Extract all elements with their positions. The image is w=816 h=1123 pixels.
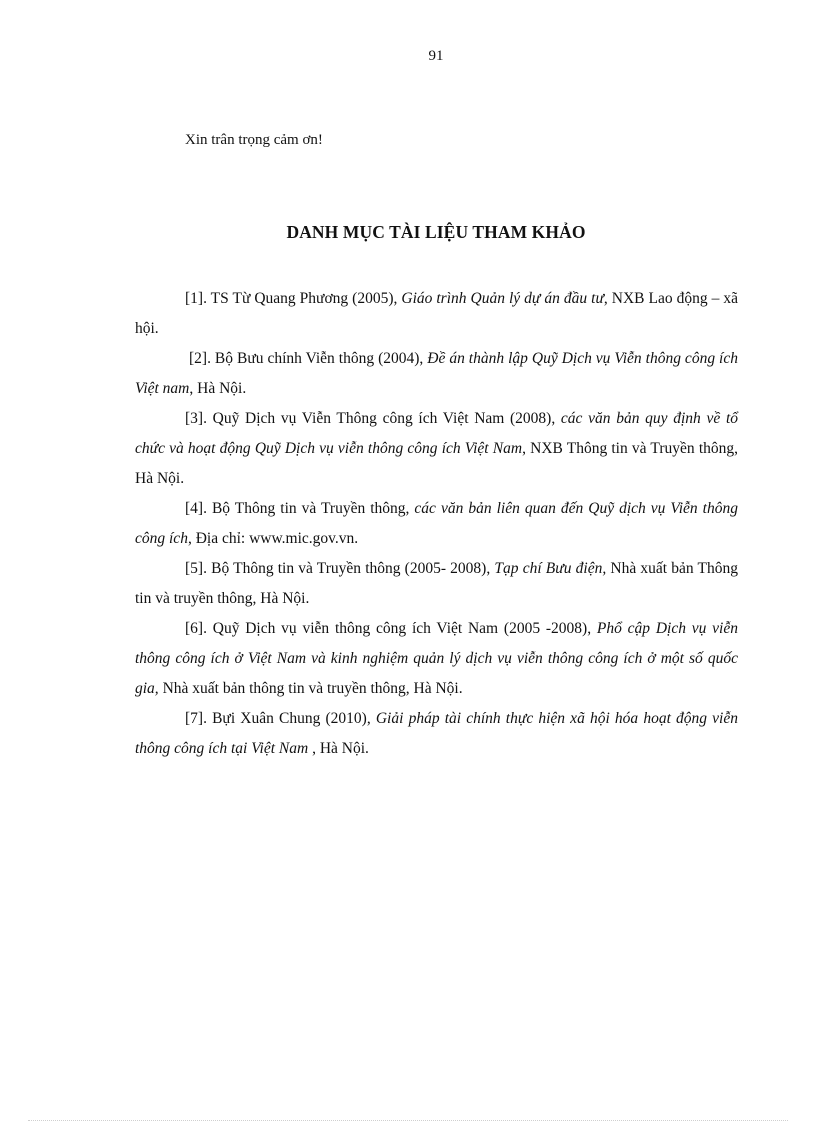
reference-author: [2]. Bộ Bưu chính Viễn thông (2004), — [189, 350, 428, 367]
reference-item-1 — [135, 284, 738, 344]
page-number: 91 — [428, 48, 444, 64]
closing-text: Xin trân trọng cảm ơn! — [185, 132, 323, 148]
reference-author: [1]. TS Từ Quang Phương (2005), — [185, 290, 402, 307]
reference-title: Giáo trình Quản lý dự án đầu tư — [401, 290, 604, 307]
page-bottom-divider — [28, 1120, 788, 1121]
reference-title: Đề án thành lập Quỹ Dịch vụ Viễn thông công ích Việt nam — [135, 350, 738, 397]
reference-item-5 — [135, 554, 738, 614]
reference-title: Tạp chí Bưu điện, — [494, 560, 607, 577]
reference-author: [4]. Bộ Thông tin và Truyền thông, — [185, 500, 415, 517]
reference-title: các văn bản quy định về tổ chức và hoạt động Quỹ Dịch vụ viễn thông công ích Việt Nam — [135, 410, 738, 457]
reference-item-3 — [135, 404, 738, 494]
reference-publisher: Nhà xuất bản thông tin và truyền thông, Hà Nội. — [158, 680, 463, 697]
reference-publisher: , Địa chỉ: www.mic.gov.vn. — [187, 530, 359, 547]
reference-title: Phổ cập Dịch vụ viễn thông công ích ở Việt Nam và kinh nghiệm quản lý dịch vụ viễn thông công ích ở một số quốc gia, — [135, 620, 738, 697]
reference-publisher: , Hà Nội. — [308, 740, 369, 757]
reference-title: Giải pháp tài chính thực hiện xã hội hóa hoạt động viễn thông công ích tại Việt Nam — [135, 710, 738, 757]
reference-author: [3]. Quỹ Dịch vụ Viễn Thông công ích Việt Nam (2008), — [185, 410, 561, 427]
reference-item-4 — [135, 494, 738, 554]
reference-author: [7]. Bựi Xuân Chung (2010), — [185, 710, 376, 727]
reference-item-7 — [135, 704, 738, 764]
reference-author: [6]. Quỹ Dịch vụ viễn thông công ích Việt Nam (2005 -2008), — [185, 620, 597, 637]
reference-list — [135, 284, 738, 764]
reference-item-6 — [135, 614, 738, 704]
reference-publisher: , NXB Lao động – xã hội. — [135, 290, 739, 337]
reference-publisher: , Hà Nội. — [189, 380, 247, 397]
reference-publisher: Nhà xuất bản Thông tin và truyền thông, Hà Nội. — [135, 560, 739, 607]
reference-author: [5]. Bộ Thông tin và Truyền thông (2005- 2008), — [185, 560, 495, 577]
reference-item-2 — [135, 344, 738, 404]
reference-title: các văn bản liên quan đến Quỹ dịch vụ Viễn thông công ích — [135, 500, 738, 547]
reference-publisher: , NXB Thông tin và Truyền thông, Hà Nội. — [135, 440, 739, 487]
references-heading: DANH MỤC TÀI LIỆU THAM KHẢO — [286, 222, 586, 242]
